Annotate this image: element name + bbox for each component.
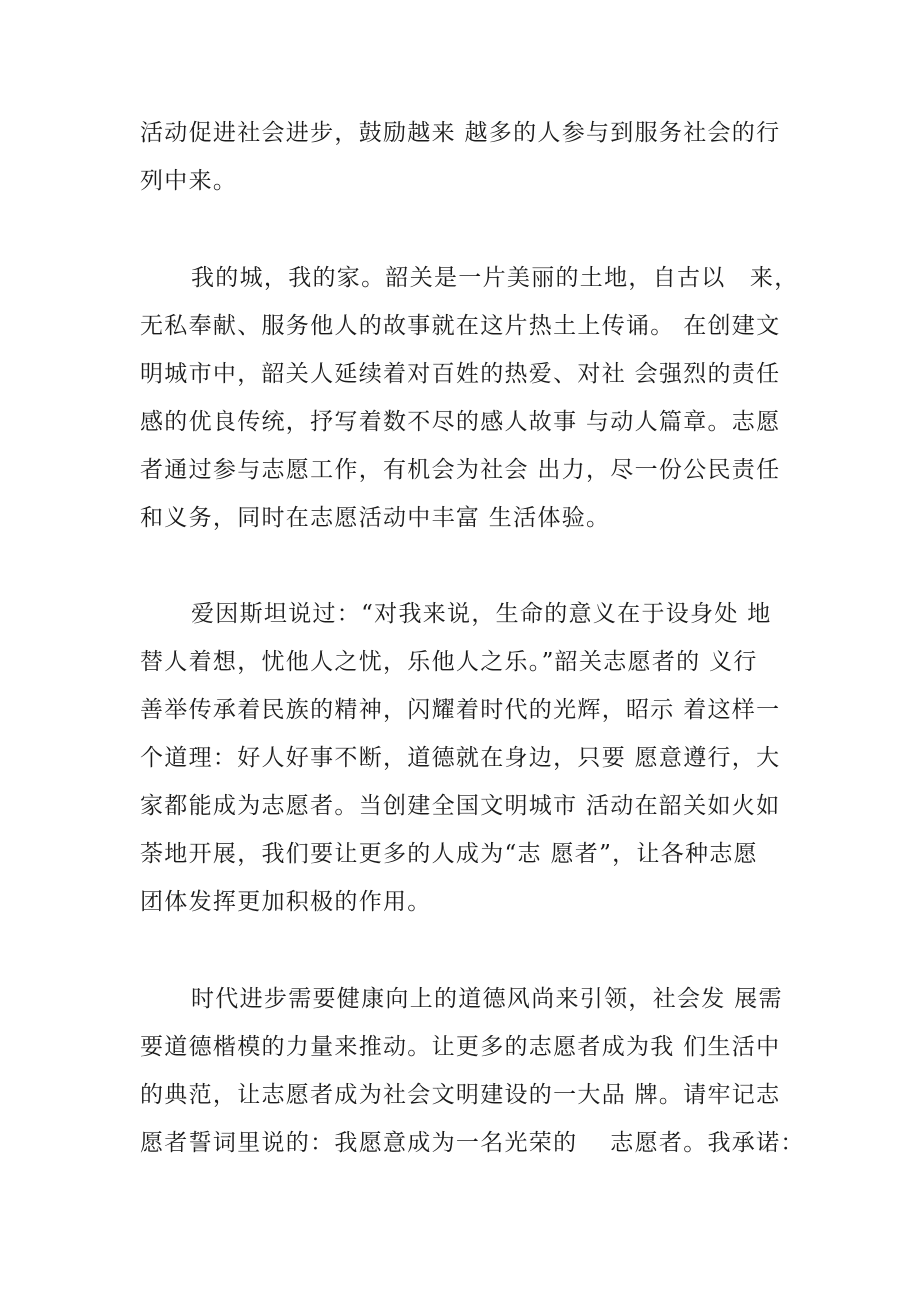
paragraph-line: 的典范，让志愿者成为社会文明建设的一大品 牌。请牢记志 bbox=[140, 1082, 781, 1108]
paragraph-line: 列中来。 bbox=[140, 168, 238, 194]
paragraph-line: 活动促进社会进步，鼓励越来 越多的人参与到服务社会的行 bbox=[140, 120, 781, 146]
paragraph-line: 家都能成为志愿者。当创建全国文明城市 活动在韶关如火如 bbox=[140, 793, 781, 819]
paragraph-line: 替人着想，忧他人之忧，乐他人之乐。”韶关志愿者的 义行 bbox=[140, 649, 758, 675]
paragraph-line: 善举传承着民族的精神，闪耀着时代的光辉，昭示 着这样一 bbox=[140, 697, 781, 723]
paragraph-line: 团体发挥更加积极的作用。 bbox=[140, 889, 432, 915]
paragraph-line: 无私奉献、服务他人的故事就在这片热土上传诵。 在创建文 bbox=[140, 313, 781, 339]
paragraph-line: 时代进步需要健康向上的道德风尚来引领，社会发 展需 bbox=[191, 986, 783, 1012]
paragraph-line: 我的城，我的家。韶关是一片美丽的土地，自古以 来， bbox=[191, 265, 799, 291]
paragraph-line: 和义务，同时在志愿活动中丰富 生活体验。 bbox=[140, 505, 611, 531]
paragraph-line: 爱因斯坦说过：“对我来说，生命的意义在于设身处 地 bbox=[191, 601, 772, 627]
paragraph-line: 愿者誓词里说的：我愿意成为一名光荣的 志愿者。我承诺： bbox=[140, 1130, 805, 1156]
paragraph-line: 者通过参与志愿工作，有机会为社会 出力，尽一份公民责任 bbox=[140, 457, 781, 483]
paragraph-line: 个道理：好人好事不断，道德就在身边，只要 愿意遵行，大 bbox=[140, 745, 781, 771]
paragraph-line: 要道德楷模的力量来推动。让更多的志愿者成为我 们生活中 bbox=[140, 1034, 781, 1060]
paragraph-line: 感的优良传统，抒写着数不尽的感人故事 与动人篇章。志愿 bbox=[140, 409, 781, 435]
paragraph-line: 明城市中，韶关人延续着对百姓的热爱、对社 会强烈的责任 bbox=[140, 361, 781, 387]
paragraph-line: 荼地开展，我们要让更多的人成为“志 愿者”，让各种志愿 bbox=[140, 841, 758, 867]
